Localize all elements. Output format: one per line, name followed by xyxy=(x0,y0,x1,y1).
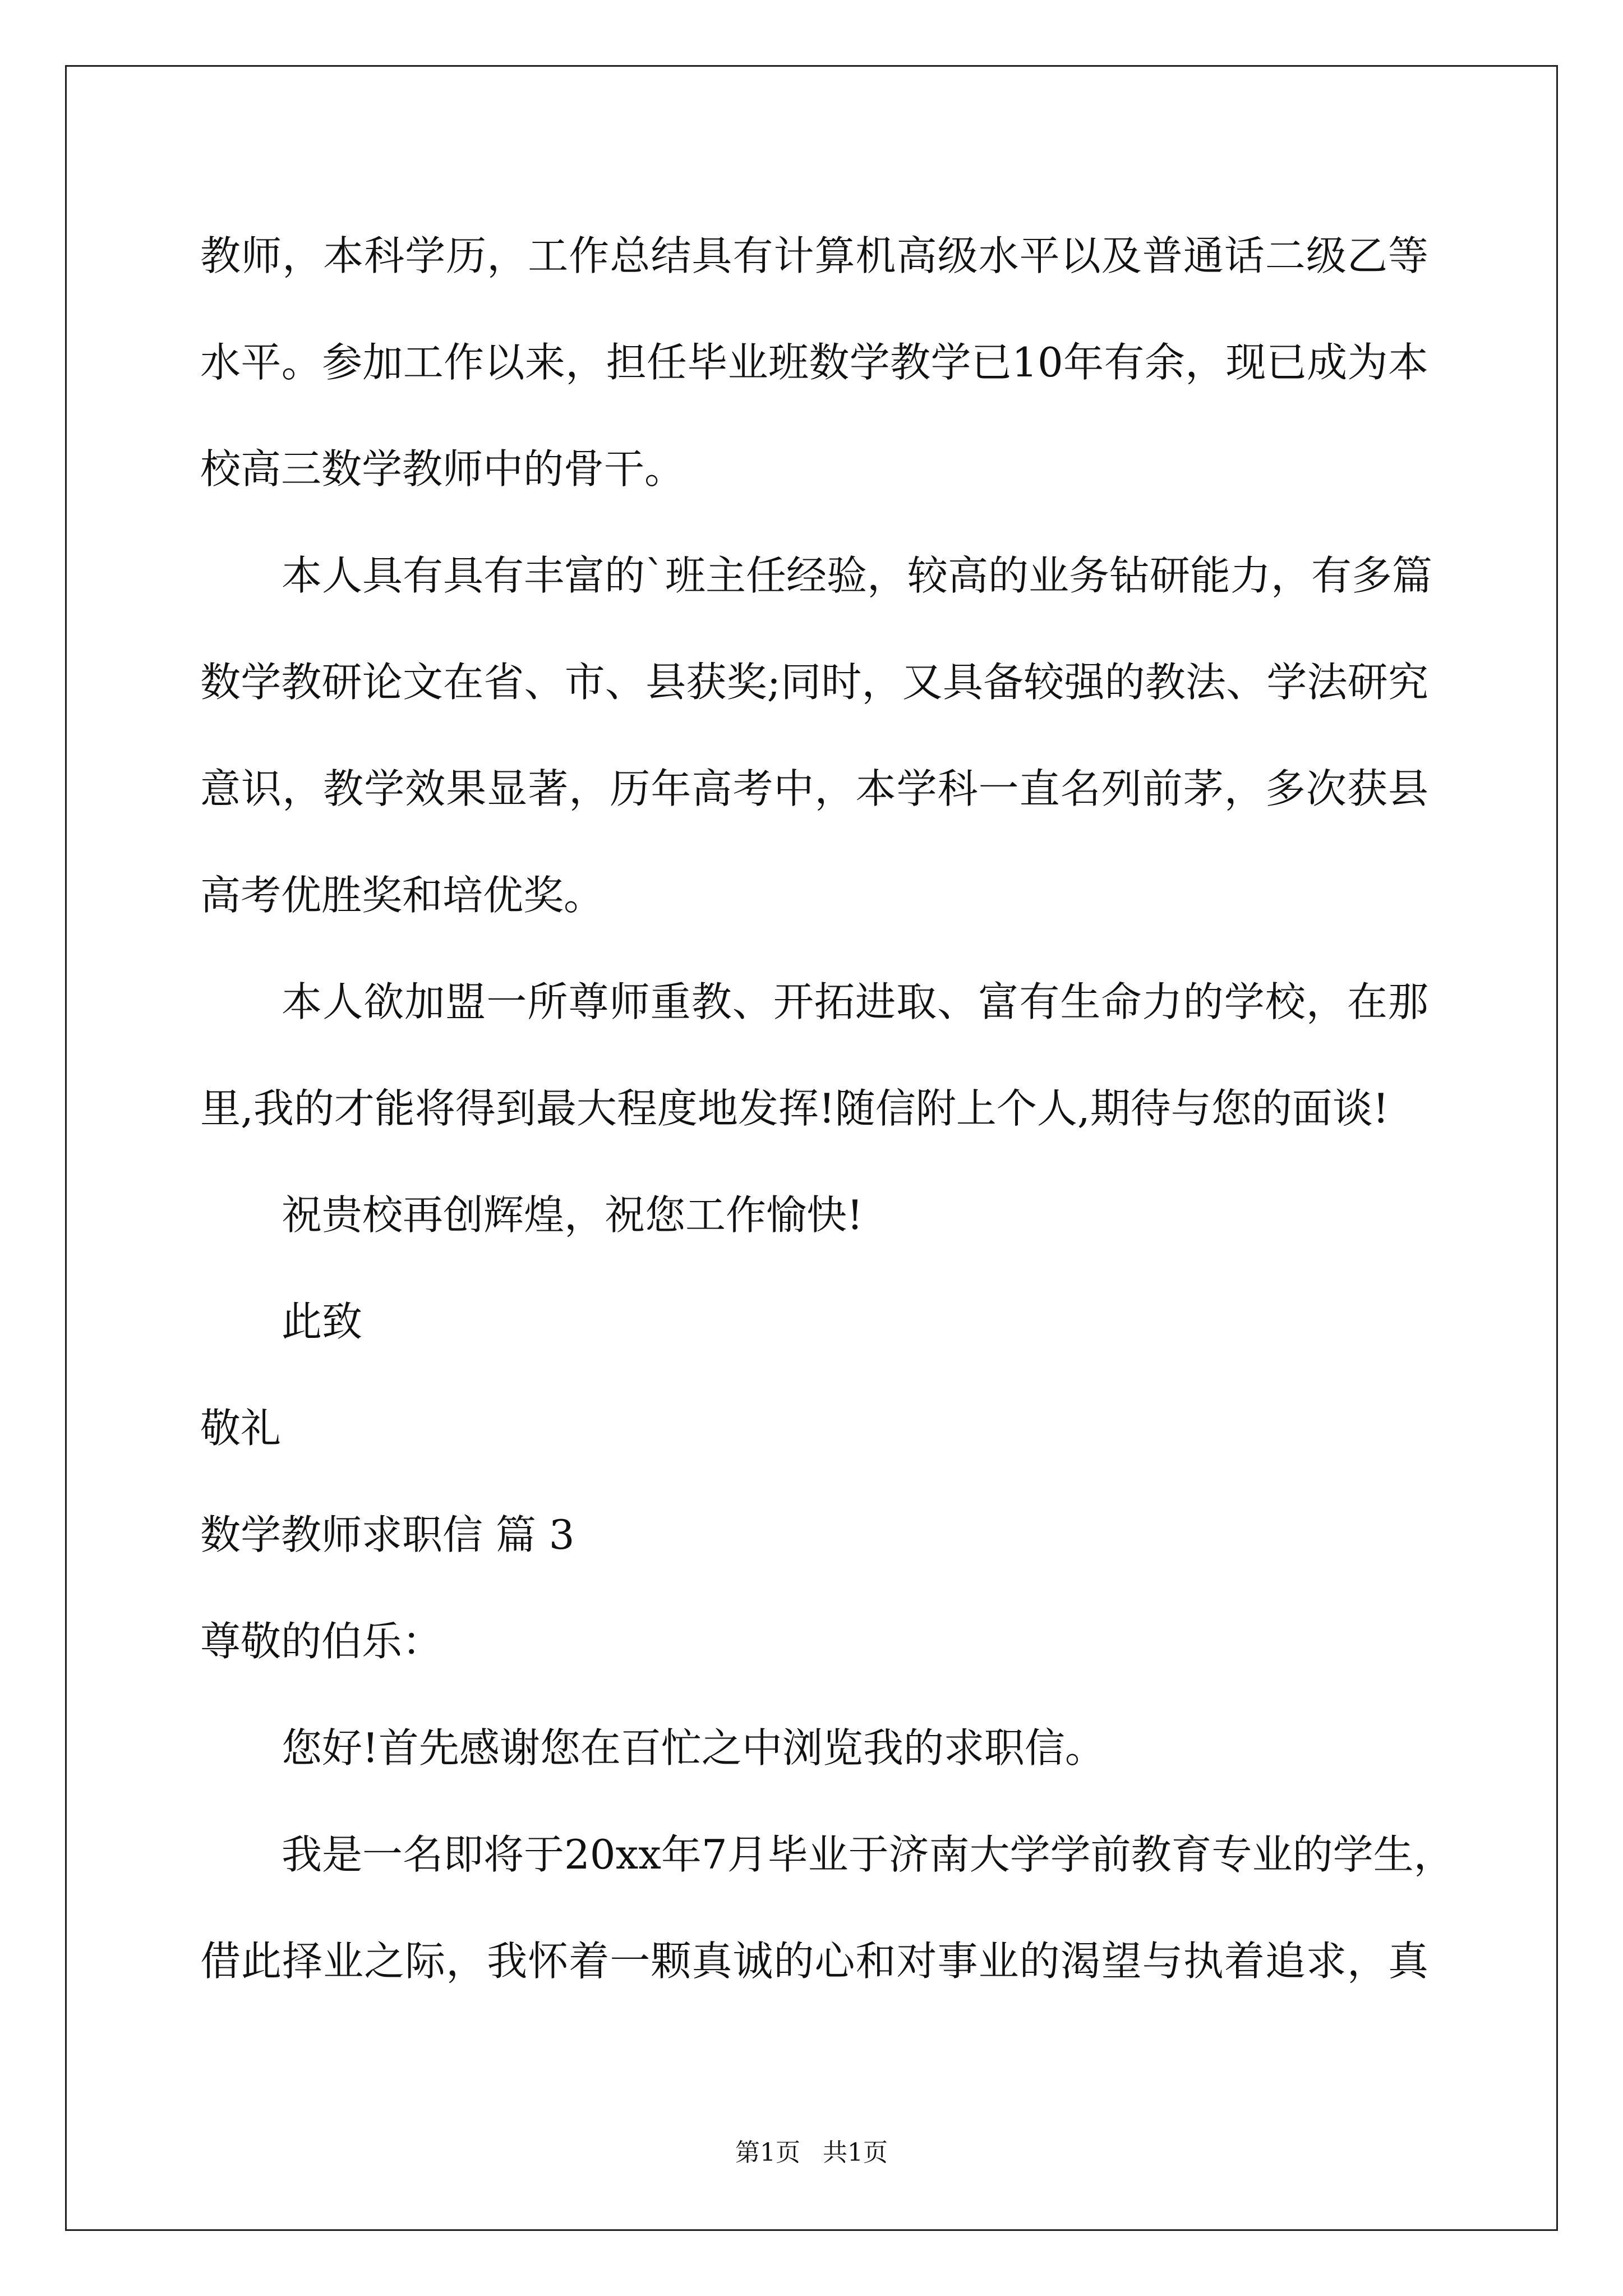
text-line: 里,我的才能将得到最大程度地发挥!随信附上个人,期待与您的面谈! xyxy=(200,1085,1389,1132)
text-line: 本人具有具有丰富的`班主任经验，较高的业务钻研能力，有多篇 xyxy=(282,552,1433,599)
text-line: 数学教研论文在省、市、县获奖;同时，又具备较强的教法、学法研究 xyxy=(200,659,1428,706)
document-body xyxy=(200,203,1454,2014)
text-line: 本人欲加盟一所尊师重教、开拓进取、富有生命力的学校，在那 xyxy=(282,978,1428,1025)
text-line: 高考优胜奖和培优奖。 xyxy=(200,872,605,919)
salutation: 尊敬的伯乐： xyxy=(200,1618,443,1665)
text-line: 您好!首先感谢您在百忙之中浏览我的求职信。 xyxy=(282,1724,1105,1772)
text-line: 祝贵校再创辉煌，祝您工作愉快! xyxy=(282,1191,863,1239)
text-line: 敬礼 xyxy=(200,1405,282,1452)
page-footer xyxy=(0,2136,1623,2170)
page-total: 共1页 xyxy=(823,2138,888,2167)
text-line: 借此择业之际，我怀着一颗真诚的心和对事业的渴望与执着追求，真 xyxy=(200,1938,1428,1985)
text-line: 水平。参加工作以来，担任毕业班数学教学已10年有余，现已成为本 xyxy=(200,339,1428,386)
text-line: 教师，本科学历，工作总结具有计算机高级水平以及普通话二级乙等 xyxy=(200,232,1428,279)
text-line: 意识，教学效果显著，历年高考中，本学科一直名列前茅，多次获县 xyxy=(200,765,1428,812)
text-line: 我是一名即将于20xx年7月毕业于济南大学学前教育专业的学生， xyxy=(282,1831,1454,1878)
section-heading: 数学教师求职信 篇 3 xyxy=(200,1511,575,1558)
page-number: 第1页 xyxy=(735,2138,800,2167)
text-line: 校高三数学教师中的骨干。 xyxy=(200,445,685,493)
text-line: 此致 xyxy=(282,1298,363,1345)
